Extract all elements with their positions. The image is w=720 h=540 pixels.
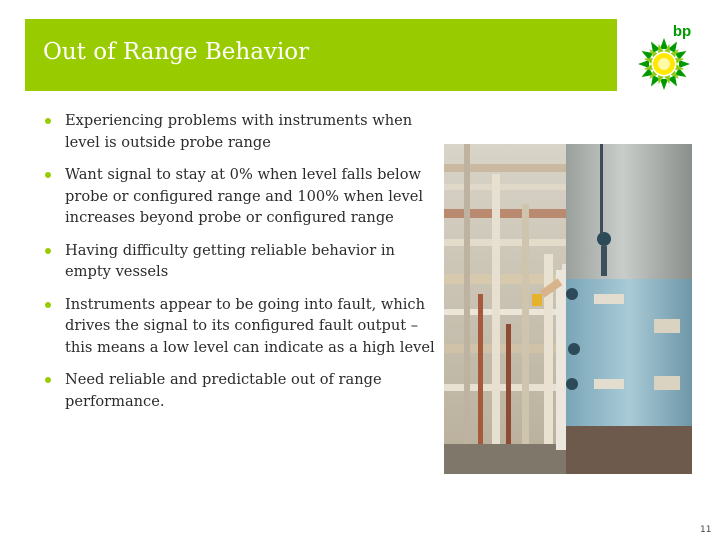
bullet-marker	[45, 118, 51, 124]
bullet-item	[44, 369, 436, 412]
refinery-vessel-photo	[444, 144, 692, 474]
bullet-marker	[45, 302, 51, 308]
bullet-text: Having difficulty getting reliable behavior in empty vessels	[65, 241, 395, 280]
page-number: 11	[700, 525, 712, 535]
bullet-text: Need reliable and predictable out of range performance.	[65, 371, 382, 410]
bullet-item	[44, 164, 436, 229]
bullet-marker	[45, 377, 51, 383]
bullet-text: Experiencing problems with instruments when level is outside probe range	[65, 112, 413, 151]
bullet-text: Want signal to stay at 0% when level falls below probe or configured range and 100% when level increases beyond probe or configured range	[65, 166, 424, 226]
bullet-item	[44, 294, 436, 359]
bullet-list	[44, 110, 436, 423]
bp-logo-text: bp	[672, 23, 692, 40]
title-bar	[25, 19, 617, 91]
bullet-text: Instruments appear to be going into fault, which drives the signal to its configured fault output – this means a low level can indicate as a high level	[65, 295, 435, 356]
bullet-item	[44, 110, 436, 153]
slide-title: Out of Range Behavior	[43, 39, 310, 65]
bullet-marker	[45, 248, 51, 254]
bullet-marker	[45, 172, 51, 178]
bullet-item	[44, 240, 436, 283]
bp-logo	[636, 22, 698, 92]
